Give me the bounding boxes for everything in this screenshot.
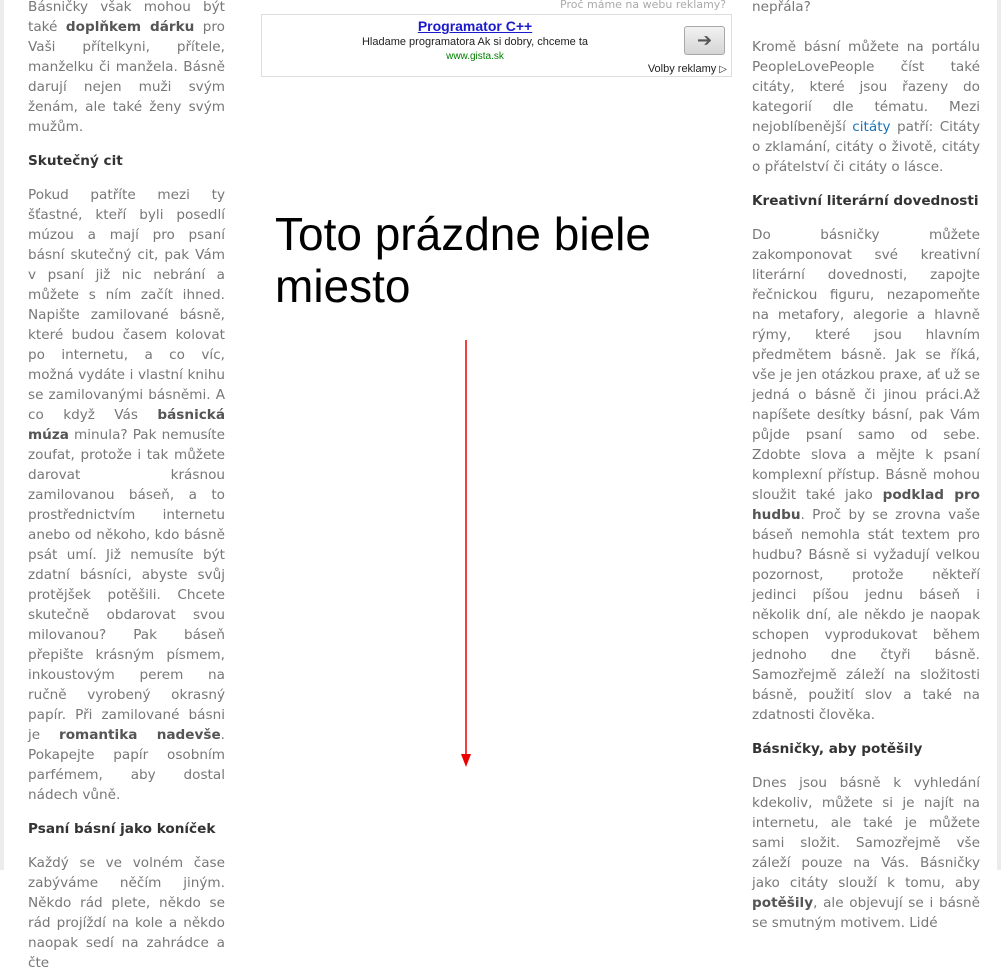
ad-choices-link[interactable]: Volby reklamy ▷ [647,63,727,75]
bold-phrase: doplňkem dárku [65,19,195,35]
left-paragraph-2: Pokud patříte mezi ty šťastné, kteří byli posedlí múzou a mají pro psaní básní skutečný cit, pak Vám v psaní již nic nebrání a můžete s ním začít ihned. Napište zamilované básně, které budou časem kolovat po internetu, a co víc, možná vydáte i vlastní knihu se zamilovanými básněmi. A co když Vás básnická múza minula? Pak nemusíte zoufat, protože i tak můžete darovat krásnou zamilovanou báseň, a to prostřednictvím internetu anebo od někoho, kdo básně psát umí. Již nemusíte být zdatní básníci, abyste svůj protějšek potěšili. Chcete skutečně obdarovat svou milovanou? Pak báseň přepište krásným písmem, inkoustovým perem na ručně vyrobený okrasný papír. Při zamilované básni je romantika nadevše. Pokapejte papír osobním parfémem, aby dostal nádech vůně. [28,187,225,803]
left-article-column [28,0,225,973]
left-paragraph-1: Básničky však mohou být také doplňkem dárku pro Vaši přítelkyni, přítele, manželku či manžela. Básně darují nejen muži svým ženám, ale také ženy svým mužům. [28,0,225,135]
ad-info-link[interactable]: Proč máme na webu reklamy? [560,0,727,11]
bold-phrase: potěšily [752,895,814,911]
ad-title-link[interactable]: Programator C++ [417,18,533,34]
bold-phrase: romantika nadevše [59,727,221,743]
heading-psani-basni: Psaní básní jako koníček [28,821,216,837]
bold-phrase: básnická múza [28,407,225,443]
right-article-column [752,0,980,933]
arrow-right-icon[interactable]: ➔ [684,26,725,55]
right-paragraph-2: Do básničky můžete zakomponovat své kreativní literární dovednosti, zapojte řečnickou figuru, nezapomeňte na metafory, alegorie a hlavně rýmy, které jsou hlavním předmětem básně. Jak se říká, vše je jen otázkou praxe, ať už se jedná o básně či jinou práci.Až napíšete desítky básní, pak Vám půjde psaní samo od sebe. Zdobte slova a mějte k psaní komplexní přístup. Básně mohou sloužit také jako podklad pro hudbu. Proč by se zrovna vaše báseň nemohla stát textem pro hudbu? Básně si vyžadují velkou pozornost, protože někteří jedinci píšou jednu báseň i několik dní, ale někdo je naopak schopen vyprodukovat během jednoho dne čtyři básně. Samozřejmě záleží na složitosti básně, použití slov a také na zdatnosti člověka. [752,227,980,723]
down-arrow-icon [458,340,474,768]
ad-url[interactable]: www.gista.sk [446,51,504,62]
heading-skutecny-cit: Skutečný cit [28,153,123,169]
placeholder-annotation: Toto prázdne biele miesto [275,208,651,312]
ad-choices-icon: ▷ [719,64,727,75]
page-left-edge [0,0,4,870]
left-paragraph-3: Každý se ve volném čase zabýváme něčím jiným. Někdo rád plete, někdo se rád projíždí na kole a někdo naopak sedí na zahrádce a čte [28,855,225,971]
bold-phrase: podklad pro hudbu [752,487,980,523]
right-paragraph-0: nepřála? [752,0,811,15]
right-paragraph-3: Dnes jsou básně k vyhledání kdekoliv, můžete si je najít na internetu, ale také je můžete sami složit. Samozřejmě vše záleží pouze na Vás. Básničky jako citáty slouží k tomu, aby potěšily, ale objevují se i básně se smutným motivem. Lidé [752,775,980,931]
ad-banner[interactable] [261,14,732,77]
page-right-edge [997,0,1001,870]
right-paragraph-1: Kromě básní můžete na portálu PeopleLovePeople číst také citáty, které jsou řazeny do kategorií dle tématu. Mezi nejoblíbenější citáty patří: Citáty o zklamání, citáty o životě, citáty o přátelství či citáty o lásce. [752,39,980,175]
heading-kreativni: Kreativní literární dovednosti [752,193,979,209]
ad-description: Hladame programatora Ak si dobry, chceme ta [361,36,588,48]
heading-basnicky-potesily: Básničky, aby potěšily [752,741,923,757]
citaty-link[interactable]: citáty [852,119,891,135]
